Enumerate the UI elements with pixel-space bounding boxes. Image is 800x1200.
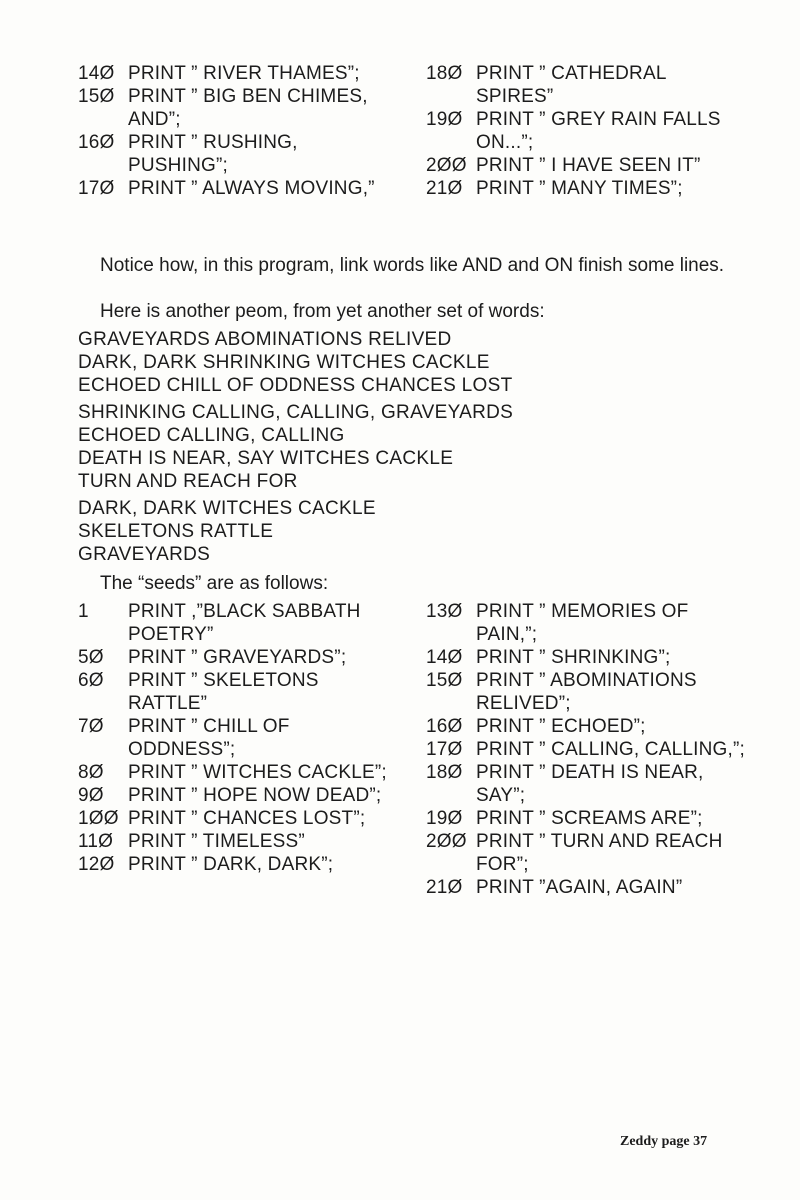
poem-line: DARK, DARK SHRINKING WITCHES CACKLE: [78, 352, 490, 373]
line-code: PRINT ” ALWAYS MOVING,”: [128, 178, 375, 199]
code-line: [78, 761, 398, 784]
line-code: PRINT ” TURN AND REACH FOR”;: [476, 831, 723, 875]
line-number: 12Ø: [78, 854, 115, 875]
line-code: PRINT ” ECHOED”;: [476, 716, 646, 737]
poem-line: ECHOED CALLING, CALLING: [78, 425, 345, 446]
line-number: 18Ø: [426, 762, 463, 783]
code-line: [78, 85, 398, 131]
poem-stanza-1: [78, 328, 728, 397]
line-number: 9Ø: [78, 785, 104, 806]
code-line: [78, 177, 398, 200]
code-line: [426, 62, 746, 108]
code-line: [426, 715, 746, 738]
line-number: 6Ø: [78, 670, 104, 691]
code-line: [78, 669, 398, 715]
line-number: 21Ø: [426, 178, 463, 199]
listing-2-left-column: [78, 600, 398, 876]
paragraph-seeds: [78, 572, 728, 595]
code-line: [426, 807, 746, 830]
code-line: [78, 646, 398, 669]
line-code: PRINT ” RUSHING, PUSHING”;: [128, 132, 298, 176]
code-line: [78, 600, 398, 646]
line-number: 19Ø: [426, 109, 463, 130]
line-number: 21Ø: [426, 877, 463, 898]
line-code: PRINT ” SHRINKING”;: [476, 647, 671, 668]
code-line: [78, 62, 398, 85]
poem-line: GRAVEYARDS: [78, 544, 211, 565]
code-line: [426, 108, 746, 154]
code-line: [78, 131, 398, 177]
paragraph-intro-poem-text: Here is another peom, from yet another set of words:: [100, 301, 545, 322]
code-line: [426, 600, 746, 646]
code-line: [78, 853, 398, 876]
line-code: PRINT ” SCREAMS ARE”;: [476, 808, 703, 829]
line-code: PRINT ” ABOMINATIONS RELIVED”;: [476, 670, 697, 714]
line-number: 14Ø: [78, 63, 115, 84]
line-code: PRINT ” CATHEDRAL SPIRES”: [476, 63, 666, 107]
line-code: PRINT ” CALLING, CALLING,”;: [476, 739, 745, 760]
line-code: PRINT ” SKELETONS RATTLE”: [128, 670, 319, 714]
poem-line: ECHOED CHILL OF ODDNESS CHANCES LOST: [78, 375, 513, 396]
line-number: 7Ø: [78, 716, 104, 737]
code-line: [426, 738, 746, 761]
poem-line: DEATH IS NEAR, SAY WITCHES CACKLE: [78, 448, 454, 469]
line-number: 11Ø: [78, 831, 114, 852]
code-listing-2: [78, 600, 745, 930]
line-code: PRINT ” MEMORIES OF PAIN,”;: [476, 601, 689, 645]
line-code: PRINT ”AGAIN, AGAIN”: [476, 877, 683, 898]
line-number: 1: [78, 601, 89, 622]
poem: [78, 328, 728, 570]
code-line: [78, 830, 398, 853]
poem-stanza-2: [78, 401, 728, 493]
poem-line: GRAVEYARDS ABOMINATIONS RELIVED: [78, 329, 452, 350]
listing-2-right-column: [426, 600, 746, 899]
code-line: [426, 177, 746, 200]
line-number: 15Ø: [78, 86, 115, 107]
page-footer: Zeddy page 37: [620, 1134, 708, 1149]
listing-1-right-column: [426, 62, 746, 200]
code-line: [78, 807, 398, 830]
line-number: 2ØØ: [426, 155, 467, 176]
line-code: PRINT ” GRAVEYARDS”;: [128, 647, 347, 668]
poem-line: TURN AND REACH FOR: [78, 471, 298, 492]
line-code: PRINT ” CHILL OF ODDNESS”;: [128, 716, 290, 760]
line-number: 16Ø: [426, 716, 463, 737]
code-line: [426, 876, 746, 899]
line-number: 5Ø: [78, 647, 104, 668]
line-number: 15Ø: [426, 670, 463, 691]
paragraph-notice: [78, 254, 728, 277]
poem-line: SHRINKING CALLING, CALLING, GRAVEYARDS: [78, 402, 514, 423]
line-code: PRINT ” TIMELESS”: [128, 831, 305, 852]
code-listing-1: [78, 62, 738, 262]
line-number: 14Ø: [426, 647, 463, 668]
line-number: 16Ø: [78, 132, 115, 153]
line-code: PRINT ” I HAVE SEEN IT”: [476, 155, 701, 176]
line-code: PRINT ” RIVER THAMES”;: [128, 63, 360, 84]
line-number: 17Ø: [426, 739, 463, 760]
line-number: 19Ø: [426, 808, 463, 829]
line-code: PRINT ” DARK, DARK”;: [128, 854, 334, 875]
line-code: PRINT ” GREY RAIN FALLS ON...”;: [476, 109, 721, 153]
poem-line: DARK, DARK WITCHES CACKLE: [78, 498, 376, 519]
code-line: [426, 830, 746, 876]
code-line: [78, 784, 398, 807]
poem-stanza-3: [78, 497, 728, 566]
line-code: PRINT ,”BLACK SABBATH POETRY”: [128, 601, 361, 645]
line-code: PRINT ” WITCHES CACKLE”;: [128, 762, 387, 783]
line-number: 17Ø: [78, 178, 115, 199]
line-code: PRINT ” HOPE NOW DEAD”;: [128, 785, 382, 806]
code-line: [426, 646, 746, 669]
code-line: [426, 669, 746, 715]
line-number: 8Ø: [78, 762, 104, 783]
line-code: PRINT ” MANY TIMES”;: [476, 178, 683, 199]
line-code: PRINT ” BIG BEN CHIMES, AND”;: [128, 86, 368, 130]
line-code: PRINT ” DEATH IS NEAR, SAY”;: [476, 762, 704, 806]
code-line: [426, 761, 746, 807]
line-number: 2ØØ: [426, 831, 467, 852]
line-code: PRINT ” CHANCES LOST”;: [128, 808, 366, 829]
paragraph-seeds-text: The “seeds” are as follows:: [100, 573, 329, 594]
listing-1-left-column: [78, 62, 398, 200]
line-number: 18Ø: [426, 63, 463, 84]
line-number: 1ØØ: [78, 808, 119, 829]
line-number: 13Ø: [426, 601, 463, 622]
paragraph-notice-text: Notice how, in this program, link words like AND and ON finish some lines.: [100, 255, 725, 276]
code-line: [426, 154, 746, 177]
paragraph-intro-poem: [78, 300, 728, 323]
code-line: [78, 715, 398, 761]
poem-line: SKELETONS RATTLE: [78, 521, 274, 542]
